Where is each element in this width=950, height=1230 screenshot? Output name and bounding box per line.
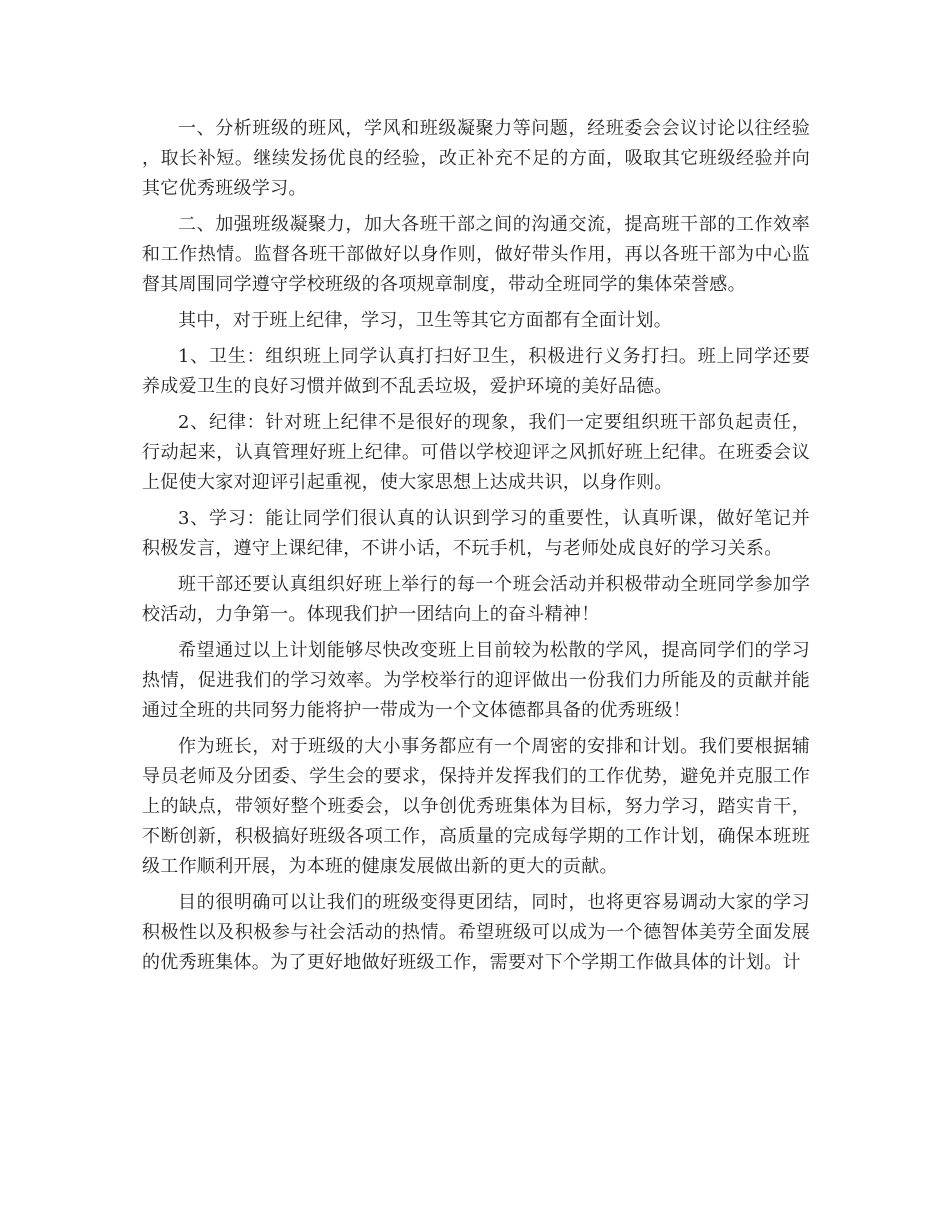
document-body: [142, 114, 810, 978]
paragraph-monitor-role: 作为班长，对于班级的大小事务都应有一个周密的安排和计划。我们要根据辅导员老师及分团委、学生会的要求，保持并发挥我们的工作优势，避免并克服工作上的缺点，带领好整个班委会，以争创优秀班集体为目标，努力学习，踏实肯干，不断创新，积极搞好班级各项工作，高质量的完成每学期的工作计划，确保本班班级工作顺利开展，为本班的健康发展做出新的更大的贡献。: [142, 736, 810, 877]
paragraph-discipline: 2、纪律：针对班上纪律不是很好的现象，我们一定要组织班干部负起责任，行动起来，认真管理好班上纪律。可借以学校迎评之风抓好班上纪律。在班委会议上促使大家对迎评引起重视，使大家思想上达成共识，以身作则。: [142, 412, 810, 493]
paragraph-overview: 其中，对于班上纪律，学习，卫生等其它方面都有全面计划。: [178, 310, 673, 331]
paragraph-cohesion: 二、加强班级凝聚力，加大各班干部之间的沟通交流，提高班干部的工作效率和工作热情。监督各班干部做好以身作则，做好带头作用，再以各班干部为中心监督其周围同学遵守学校班级的各项规章制度，带动全班同学的集体荣誉感。: [142, 214, 810, 295]
paragraph-hygiene: 1、卫生：组织班上同学认真打扫好卫生，积极进行义务打扫。班上同学还要养成爱卫生的良好习惯并做到不乱丢垃圾，爱护环境的美好品德。: [142, 346, 810, 397]
paragraph-analysis: 一、分析班级的班风，学风和班级凝聚力等问题，经班委会会议讨论以往经验，取长补短。继续发扬优良的经验，改正补充不足的方面，吸取其它班级经验并向其它优秀班级学习。: [142, 118, 810, 199]
paragraph-class-activities: 班干部还要认真组织好班上举行的每一个班会活动并积极带动全班同学参加学校活动，力争第一。体现我们护一团结向上的奋斗精神！: [142, 574, 810, 625]
paragraph-purpose: 目的很明确可以让我们的班级变得更团结，同时，也将更容易调动大家的学习积极性以及积极参与社会活动的热情。希望班级可以成为一个德智体美劳全面发展的优秀班集体。为了更好地做好班级工作，需要对下个学期工作做具体的计划。计: [142, 892, 810, 973]
paragraph-hope: 希望通过以上计划能够尽快改变班上目前较为松散的学风，提高同学们的学习热情，促进我们的学习效率。为学校举行的迎评做出一份我们力所能及的贡献并能通过全班的共同努力能将护一带成为一个文体德都具备的优秀班级！: [142, 640, 810, 721]
paragraph-study: 3、学习：能让同学们很认真的认识到学习的重要性，认真听课，做好笔记并积极发言，遵守上课纪律，不讲小话，不玩手机，与老师处成良好的学习关系。: [142, 508, 810, 559]
